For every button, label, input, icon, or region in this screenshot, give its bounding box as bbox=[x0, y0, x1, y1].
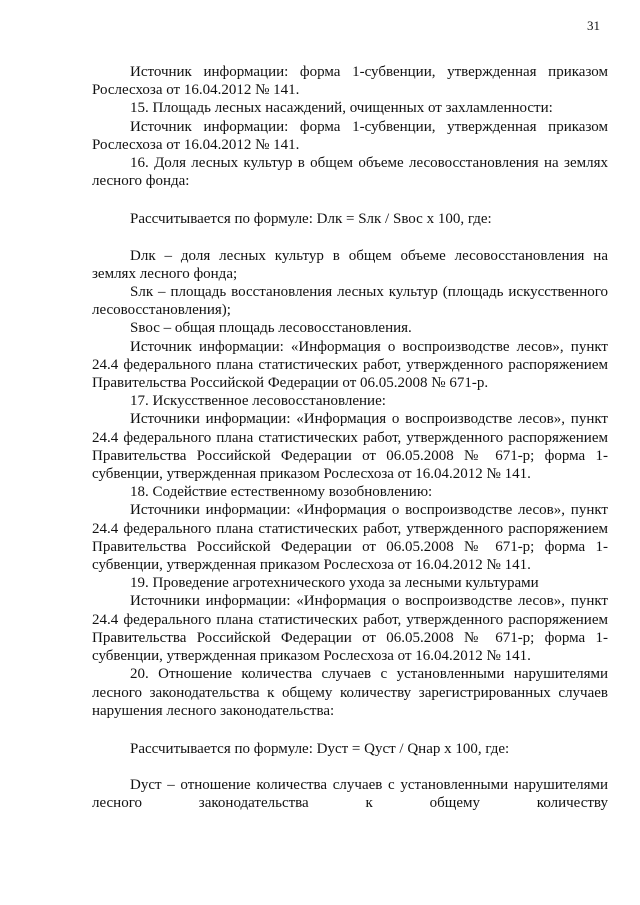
paragraph-source-1: Источник информации: форма 1-субвенции, утвержденная приказом Рослесхоза от 16.04.2012 № 141. bbox=[92, 64, 608, 99]
paragraph-item-19: 19. Проведение агротехнического ухода за лесными культурами bbox=[130, 575, 539, 592]
document-body bbox=[92, 63, 608, 813]
paragraph-def-dlk: Dлк – доля лесных культур в общем объеме лесовосстановления на землях лесного фонда; bbox=[92, 247, 608, 282]
paragraph-source-3: Источник информации: «Информация о воспроизводстве лесов», пункт 24.4 федерального плана статистических работ, утвержденного распоряжением Правительства Российской Федерации от 06.05.2008 № 671-р. bbox=[92, 338, 608, 392]
paragraph-item-20: 20. Отношение количества случаев с установленными нарушителями лесного законодательства к общему количеству зарегистрированных случаев нарушения лесного законодательства: bbox=[92, 666, 608, 719]
paragraph-item-18: 18. Содействие естественному возобновлению: bbox=[130, 484, 433, 501]
paragraph-source-4: Источники информации: «Информация о воспроизводстве лесов», пункт 24.4 федерального плана статистических работ, утвержденного распоряжением Правительства Российской Федерации от 06.05.2008 № 671-р; форма 1-субвенции, утвержденная приказом Рослесхоза от 16.04.2012 № 141. bbox=[92, 411, 608, 483]
page-number: 31 bbox=[587, 18, 600, 33]
paragraph-source-5: Источники информации: «Информация о воспроизводстве лесов», пункт 24.4 федерального плана статистических работ, утвержденного распоряжением Правительства Российской Федерации от 06.05.2008 № 671-р; форма 1-субвенции, утвержденная приказом Рослесхоза от 16.04.2012 № 141. bbox=[92, 502, 608, 574]
paragraph-source-6: Источники информации: «Информация о воспроизводстве лесов», пункт 24.4 федерального плана статистических работ, утвержденного распоряжением Правительства Российской Федерации от 06.05.2008 № 671-р; форма 1-субвенции, утвержденная приказом Рослесхоза от 16.04.2012 № 141. bbox=[92, 593, 608, 665]
paragraph-formula-20: Рассчитывается по формуле: Dуст = Qуст / Qнар х 100, где: bbox=[130, 740, 510, 757]
paragraph-source-2: Источник информации: форма 1-субвенции, утвержденная приказом Рослесхоза от 16.04.2012 № 141. bbox=[92, 118, 608, 153]
paragraph-item-15: 15. Площадь лесных насаждений, очищенных от захламленности: bbox=[130, 100, 553, 117]
paragraph-item-16: 16. Доля лесных культур в общем объеме лесовосстановления на землях лесного фонда: bbox=[92, 155, 608, 190]
paragraph-item-17: 17. Искусственное лесовосстановление: bbox=[130, 393, 386, 410]
paragraph-def-slk: Sлк – площадь восстановления лесных культур (площадь искусственного лесовосстановления); bbox=[92, 284, 608, 319]
paragraph-def-dust: Dуст – отношение количества случаев с установленными нарушителями лесного законодательства к общему количеству bbox=[92, 777, 608, 812]
paragraph-formula-16: Рассчитывается по формуле: Dлк = Sлк / Sвос х 100, где: bbox=[130, 211, 492, 228]
paragraph-def-svos: Sвос – общая площадь лесовосстановления. bbox=[130, 320, 412, 337]
